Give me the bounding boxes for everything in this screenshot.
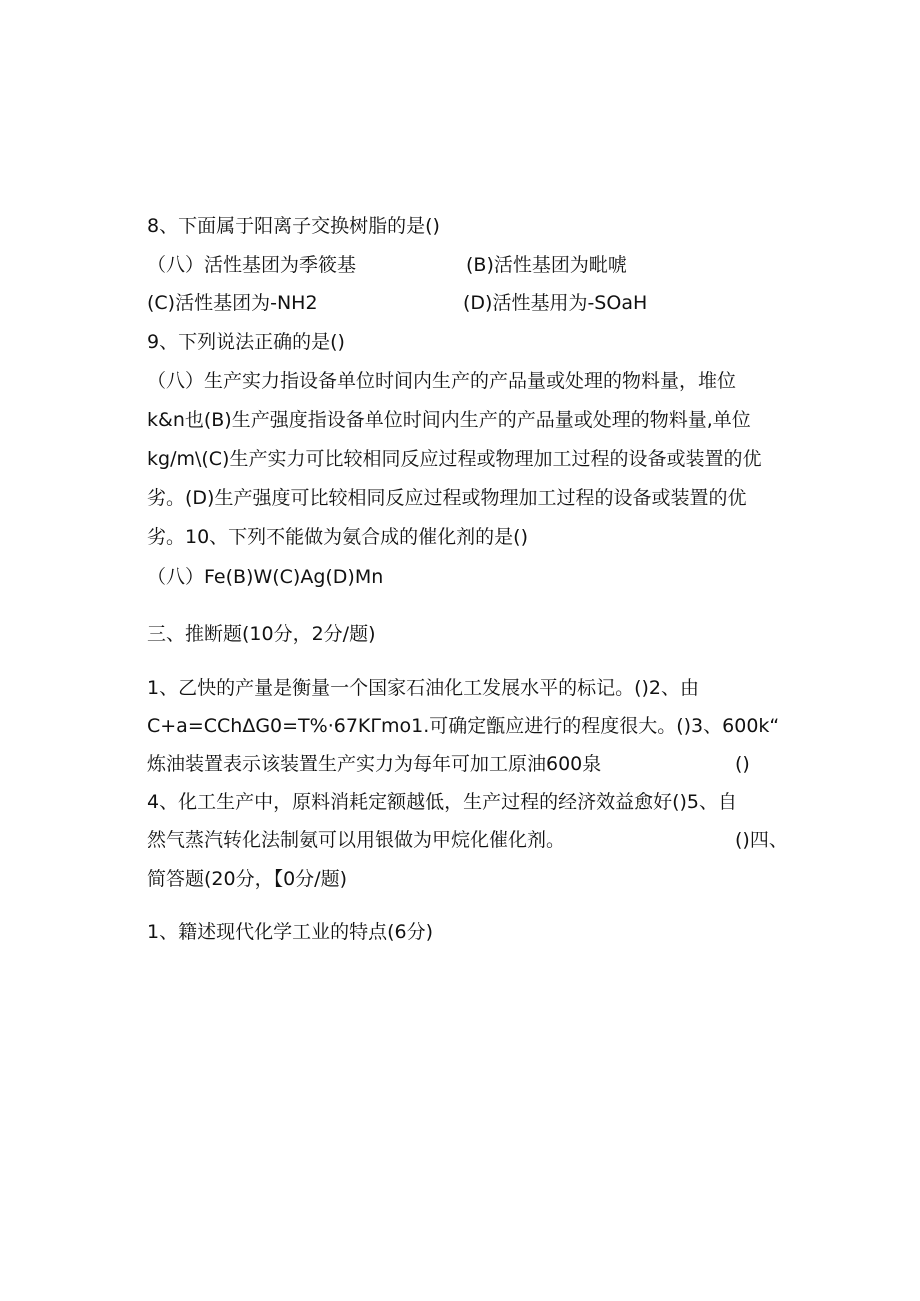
question-9-stem: 9、下列说法正确的是() bbox=[147, 331, 345, 353]
question-9-line-5: 劣。10、下列不能做为氨合成的催化剂的是() bbox=[147, 526, 529, 548]
question-8-options-row-2 bbox=[147, 291, 648, 315]
section-3-line-3-blank: () bbox=[735, 753, 750, 775]
section-3-line-4: 4、化工生产中，原料消耗定额越低，生产过程的经济效益愈好()5、自 bbox=[147, 791, 738, 813]
question-8-stem: 8、下面属于阳离子交换树脂的是() bbox=[147, 215, 440, 237]
question-8-option-a: （八）活性基团为季筱基 bbox=[147, 254, 357, 276]
question-8-option-c: (C)活性基团为-NH2 bbox=[147, 292, 318, 314]
question-9-line-3: kg∕m\(C)生产实力可比较相同反应过程或物理加工过程的设备或装置的优 bbox=[147, 448, 762, 470]
question-9-line-4: 劣。(D)生产强度可比较相同反应过程或物理加工过程的设备或装置的优 bbox=[147, 487, 747, 509]
section-3-line-3-text: 炼油装置表示该装置生产实力为每年可加工原油600泉 bbox=[147, 753, 602, 775]
section-3-line-5-text: 然气蒸汽转化法制氨可以用银做为甲烷化催化剂。 bbox=[147, 829, 566, 851]
question-9-line-1: （八）生产实力指设备单位时间内生产的产品量或处理的物料量，堆位 bbox=[147, 370, 737, 392]
section-4-question-1: 1、籍述现代化学工业的特点(6分) bbox=[147, 921, 434, 943]
question-9-line-2: k&n也(B)生产强度指设备单位时间内生产的产品量或处理的物料量,单位 bbox=[147, 409, 751, 431]
section-3-heading: 三、推断题(10分，2分/题) bbox=[147, 623, 376, 645]
section-3-line-2: C+a=CChΔG0=T%·67KΓmo1.可确定甑应进行的程度很大。()3、600k“ bbox=[147, 715, 780, 737]
question-8-option-d: (D)活性基用为-SOaH bbox=[463, 292, 648, 314]
section-3-line-5-blank: ()四、 bbox=[735, 829, 788, 851]
question-10-options: （八）Fe(B)W(C)Ag(D)Mn bbox=[147, 566, 384, 588]
section-3-line-5 bbox=[147, 828, 788, 852]
section-4-heading: 简答题(20分，【0分/题) bbox=[147, 868, 347, 890]
question-8-options-row-1 bbox=[147, 253, 627, 277]
section-3-line-1: 1、乙快的产量是衡量一个国家石油化工发展水平的标记。()2、由 bbox=[147, 677, 700, 699]
section-3-line-3 bbox=[147, 752, 750, 776]
question-8-option-b: (B)活性基团为毗唬 bbox=[466, 254, 627, 276]
